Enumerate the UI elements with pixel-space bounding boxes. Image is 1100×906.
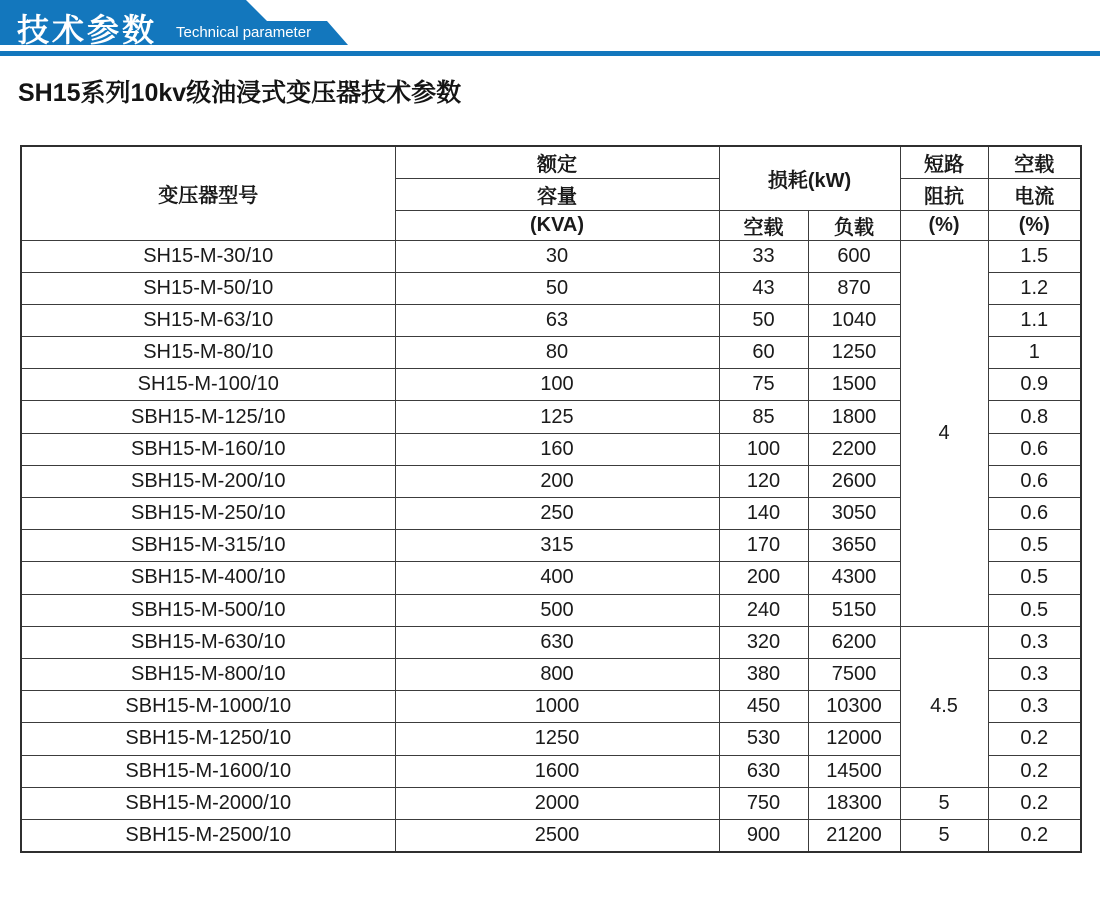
header-current-line2: 电流 (988, 178, 1081, 210)
no-load-current-cell: 0.3 (988, 626, 1081, 658)
impedance-cell: 5 (900, 787, 988, 819)
table-header (21, 146, 1081, 240)
header-row-1 (21, 146, 1081, 178)
model-cell: SBH15-M-630/10 (21, 626, 395, 658)
load-loss-cell: 1500 (808, 369, 900, 401)
no-load-current-cell: 1 (988, 337, 1081, 369)
no-load-loss-cell: 240 (719, 594, 808, 626)
no-load-loss-cell: 200 (719, 562, 808, 594)
no-load-loss-cell: 320 (719, 626, 808, 658)
table-row (21, 626, 1081, 658)
no-load-loss-cell: 750 (719, 787, 808, 819)
capacity-cell: 400 (395, 562, 719, 594)
capacity-cell: 1000 (395, 691, 719, 723)
header-capacity-line2: 容量 (395, 178, 719, 210)
capacity-cell: 100 (395, 369, 719, 401)
impedance-cell: 4.5 (900, 626, 988, 787)
no-load-current-cell: 1.5 (988, 240, 1081, 272)
header-impedance-line1: 短路 (900, 146, 988, 178)
no-load-loss-cell: 380 (719, 658, 808, 690)
no-load-current-cell: 0.2 (988, 787, 1081, 819)
no-load-current-cell: 0.6 (988, 433, 1081, 465)
no-load-loss-cell: 120 (719, 465, 808, 497)
capacity-cell: 200 (395, 465, 719, 497)
header-current-unit: (%) (988, 210, 1081, 240)
load-loss-cell: 7500 (808, 658, 900, 690)
no-load-loss-cell: 60 (719, 337, 808, 369)
model-cell: SBH15-M-160/10 (21, 433, 395, 465)
load-loss-cell: 2600 (808, 465, 900, 497)
model-cell: SBH15-M-200/10 (21, 465, 395, 497)
no-load-current-cell: 0.2 (988, 819, 1081, 851)
load-loss-cell: 18300 (808, 787, 900, 819)
no-load-current-cell: 0.9 (988, 369, 1081, 401)
load-loss-cell: 600 (808, 240, 900, 272)
capacity-cell: 160 (395, 433, 719, 465)
spec-table (20, 145, 1082, 853)
banner-underline (0, 51, 1100, 56)
banner (0, 0, 1100, 58)
no-load-current-cell: 0.5 (988, 594, 1081, 626)
no-load-current-cell: 0.5 (988, 530, 1081, 562)
no-load-loss-cell: 900 (719, 819, 808, 851)
header-loss: 损耗(kW) (719, 146, 900, 210)
no-load-current-cell: 0.6 (988, 498, 1081, 530)
capacity-cell: 30 (395, 240, 719, 272)
no-load-loss-cell: 43 (719, 272, 808, 304)
model-cell: SBH15-M-1000/10 (21, 691, 395, 723)
load-loss-cell: 5150 (808, 594, 900, 626)
load-loss-cell: 21200 (808, 819, 900, 851)
model-cell: SBH15-M-315/10 (21, 530, 395, 562)
capacity-cell: 500 (395, 594, 719, 626)
model-cell: SH15-M-50/10 (21, 272, 395, 304)
no-load-loss-cell: 140 (719, 498, 808, 530)
no-load-current-cell: 1.2 (988, 272, 1081, 304)
load-loss-cell: 10300 (808, 691, 900, 723)
capacity-cell: 125 (395, 401, 719, 433)
banner-title-cn: 技术参数 (17, 12, 158, 48)
page-title: SH15系列10kv级油浸式变压器技术参数 (18, 79, 462, 107)
no-load-loss-cell: 33 (719, 240, 808, 272)
no-load-loss-cell: 170 (719, 530, 808, 562)
load-loss-cell: 1040 (808, 304, 900, 336)
model-cell: SH15-M-100/10 (21, 369, 395, 401)
load-loss-cell: 3050 (808, 498, 900, 530)
table-row (21, 240, 1081, 272)
no-load-current-cell: 0.3 (988, 691, 1081, 723)
no-load-loss-cell: 450 (719, 691, 808, 723)
header-loss-no-load: 空载 (719, 210, 808, 240)
model-cell: SBH15-M-1600/10 (21, 755, 395, 787)
model-cell: SBH15-M-800/10 (21, 658, 395, 690)
model-cell: SH15-M-30/10 (21, 240, 395, 272)
no-load-loss-cell: 50 (719, 304, 808, 336)
model-cell: SBH15-M-2500/10 (21, 819, 395, 851)
header-model: 变压器型号 (21, 146, 395, 240)
capacity-cell: 2000 (395, 787, 719, 819)
no-load-current-cell: 0.5 (988, 562, 1081, 594)
table-row (21, 787, 1081, 819)
table-body (21, 240, 1081, 852)
capacity-cell: 315 (395, 530, 719, 562)
no-load-loss-cell: 85 (719, 401, 808, 433)
no-load-loss-cell: 630 (719, 755, 808, 787)
capacity-cell: 63 (395, 304, 719, 336)
capacity-cell: 800 (395, 658, 719, 690)
load-loss-cell: 14500 (808, 755, 900, 787)
model-cell: SBH15-M-400/10 (21, 562, 395, 594)
capacity-cell: 50 (395, 272, 719, 304)
model-cell: SH15-M-63/10 (21, 304, 395, 336)
no-load-loss-cell: 75 (719, 369, 808, 401)
no-load-current-cell: 0.8 (988, 401, 1081, 433)
capacity-cell: 630 (395, 626, 719, 658)
model-cell: SBH15-M-2000/10 (21, 787, 395, 819)
header-impedance-unit: (%) (900, 210, 988, 240)
model-cell: SBH15-M-125/10 (21, 401, 395, 433)
spec-table-container (20, 145, 1080, 853)
no-load-current-cell: 1.1 (988, 304, 1081, 336)
load-loss-cell: 1250 (808, 337, 900, 369)
header-capacity-unit: (KVA) (395, 210, 719, 240)
capacity-cell: 1250 (395, 723, 719, 755)
model-cell: SBH15-M-250/10 (21, 498, 395, 530)
table-row (21, 819, 1081, 851)
no-load-current-cell: 0.6 (988, 465, 1081, 497)
model-cell: SBH15-M-1250/10 (21, 723, 395, 755)
load-loss-cell: 2200 (808, 433, 900, 465)
model-cell: SBH15-M-500/10 (21, 594, 395, 626)
capacity-cell: 250 (395, 498, 719, 530)
header-current-line1: 空载 (988, 146, 1081, 178)
header-impedance-line2: 阻抗 (900, 178, 988, 210)
banner-title-en: Technical parameter (176, 24, 312, 41)
load-loss-cell: 1800 (808, 401, 900, 433)
capacity-cell: 2500 (395, 819, 719, 851)
header-loss-load: 负载 (808, 210, 900, 240)
no-load-current-cell: 0.2 (988, 755, 1081, 787)
header-capacity-line1: 额定 (395, 146, 719, 178)
no-load-loss-cell: 100 (719, 433, 808, 465)
capacity-cell: 80 (395, 337, 719, 369)
impedance-cell: 4 (900, 240, 988, 626)
no-load-loss-cell: 530 (719, 723, 808, 755)
capacity-cell: 1600 (395, 755, 719, 787)
no-load-current-cell: 0.2 (988, 723, 1081, 755)
load-loss-cell: 12000 (808, 723, 900, 755)
load-loss-cell: 870 (808, 272, 900, 304)
no-load-current-cell: 0.3 (988, 658, 1081, 690)
load-loss-cell: 4300 (808, 562, 900, 594)
load-loss-cell: 3650 (808, 530, 900, 562)
model-cell: SH15-M-80/10 (21, 337, 395, 369)
impedance-cell: 5 (900, 819, 988, 851)
load-loss-cell: 6200 (808, 626, 900, 658)
